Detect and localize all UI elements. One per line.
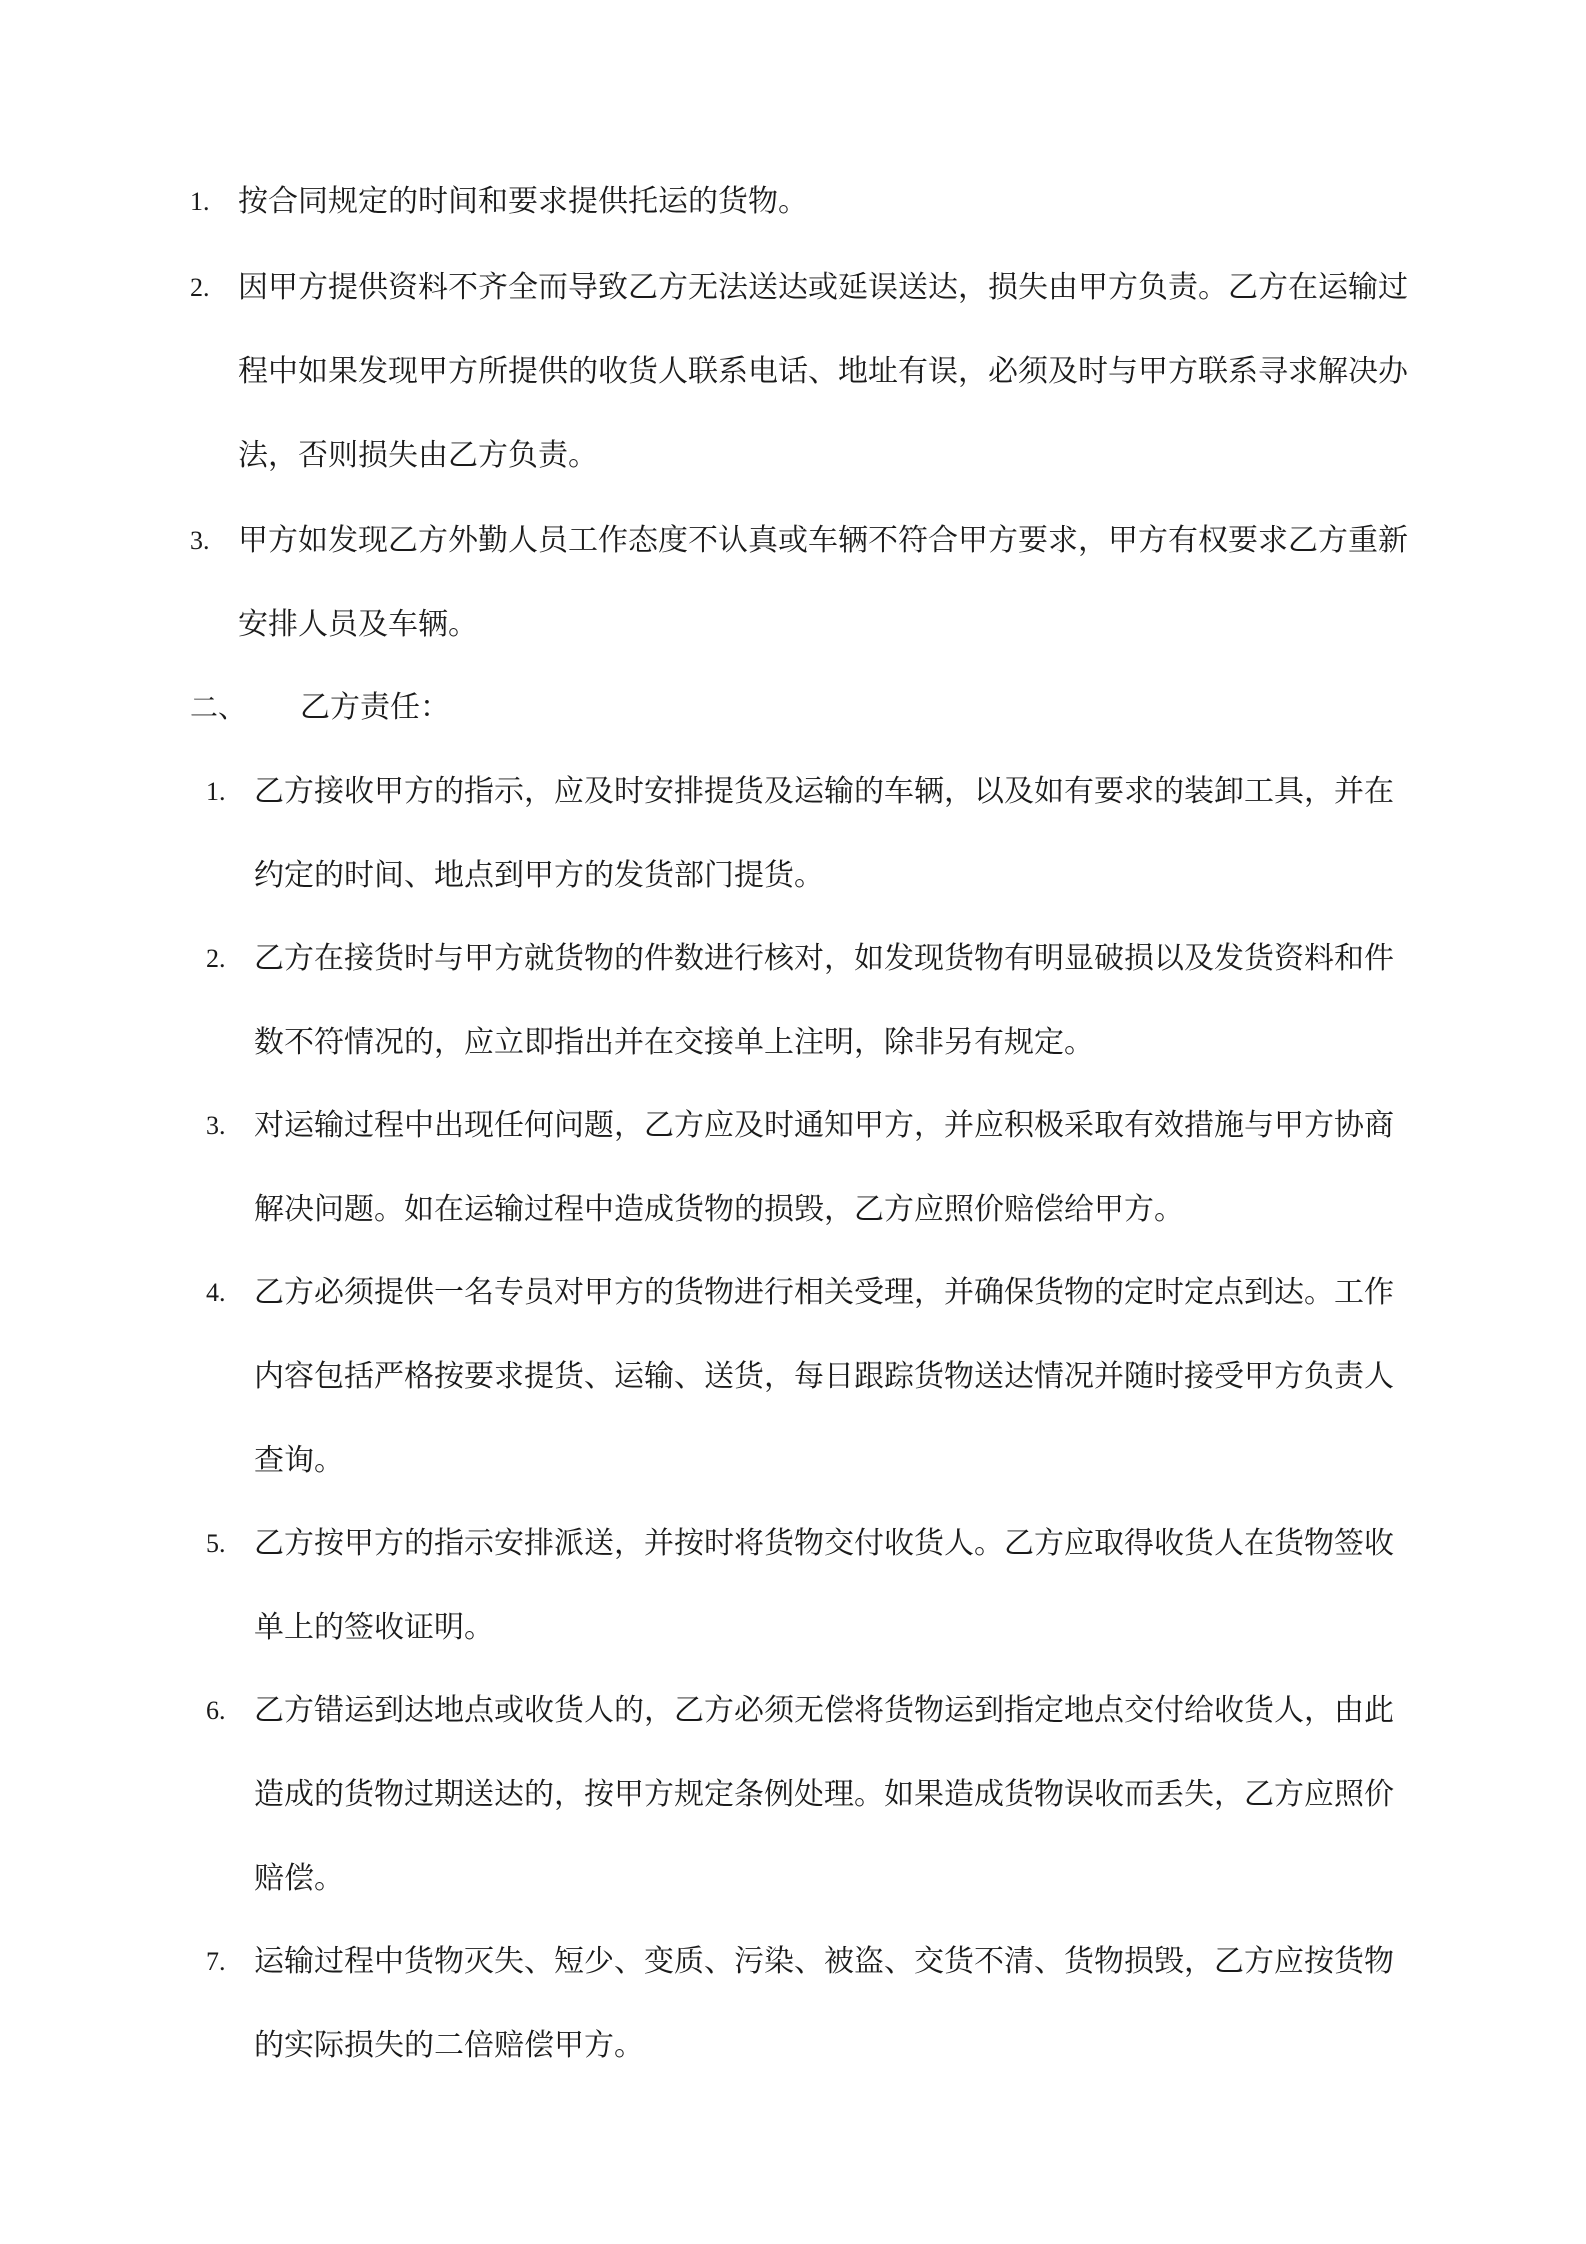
list-number: 1. <box>206 777 226 806</box>
list-item-text: 因甲方提供资料不齐全而导致乙方无法送达或延误送达，损失由甲方负责。乙方在运输过程中如果发现甲方所提供的收货人联系电话、地址有误，必须及时与甲方联系寻求解决办法，否则损失由乙方负责。 <box>238 270 1408 473</box>
section-title: 乙方责任： <box>300 690 450 725</box>
list-item-text: 乙方必须提供一名专员对甲方的货物进行相关受理，并确保货物的定时定点到达。工作内容包括严格按要求提货、运输、送货，每日跟踪货物送达情况并随时接受甲方负责人查询。 <box>254 1275 1394 1478</box>
list-number: 2. <box>206 944 226 973</box>
list-number: 1. <box>190 187 210 216</box>
list-item-text: 乙方在接货时与甲方就货物的件数进行核对，如发现货物有明显破损以及发货资料和件数不符情况的，应立即指出并在交接单上注明，除非另有规定。 <box>254 941 1394 1060</box>
list-number: 7. <box>206 1947 226 1976</box>
list-item-text: 乙方按甲方的指示安排派送，并按时将货物交付收货人。乙方应取得收货人在货物签收单上的签收证明。 <box>254 1526 1394 1645</box>
list-item-text: 运输过程中货物灭失、短少、变质、污染、被盗、交货不清、货物损毁，乙方应按货物的实际损失的二倍赔偿甲方。 <box>254 1944 1394 2063</box>
list-item-text: 乙方错运到达地点或收货人的，乙方必须无偿将货物运到指定地点交付给收货人，由此造成的货物过期送达的，按甲方规定条例处理。如果造成货物误收而丢失，乙方应照价赔偿。 <box>254 1693 1394 1896</box>
list-number: 3. <box>190 526 210 555</box>
list-item-text: 甲方如发现乙方外勤人员工作态度不认真或车辆不符合甲方要求，甲方有权要求乙方重新安排人员及车辆。 <box>238 523 1408 642</box>
list-item-text: 乙方接收甲方的指示，应及时安排提货及运输的车辆，以及如有要求的装卸工具，并在约定的时间、地点到甲方的发货部门提货。 <box>254 774 1394 893</box>
list-number: 3. <box>206 1111 226 1140</box>
list-item-text: 对运输过程中出现任何问题，乙方应及时通知甲方，并应积极采取有效措施与甲方协商解决问题。如在运输过程中造成货物的损毁，乙方应照价赔偿给甲方。 <box>254 1108 1394 1227</box>
list-item-text: 按合同规定的时间和要求提供托运的货物。 <box>238 184 808 219</box>
list-number: 5. <box>206 1529 226 1558</box>
section-number: 二、 <box>190 691 247 724</box>
list-number: 2. <box>190 273 210 302</box>
list-number: 6. <box>206 1696 226 1725</box>
list-number: 4. <box>206 1278 226 1307</box>
